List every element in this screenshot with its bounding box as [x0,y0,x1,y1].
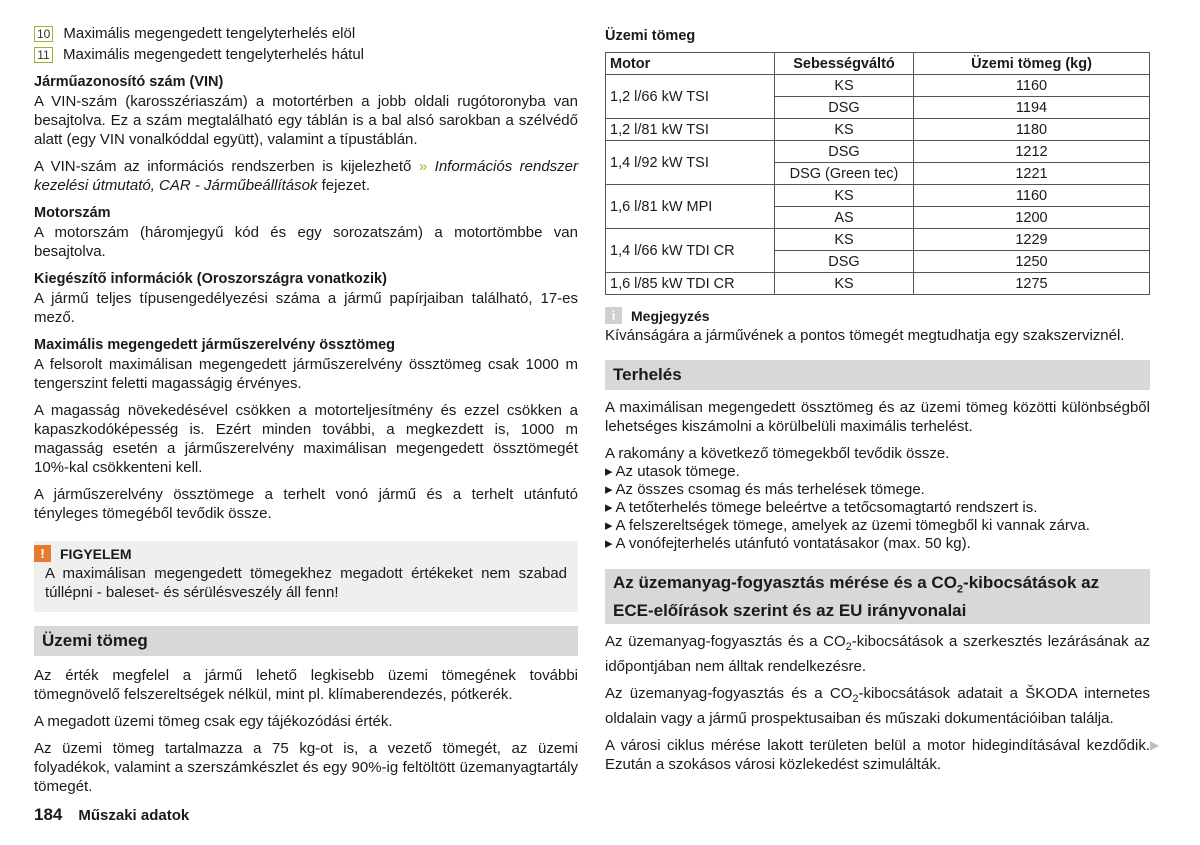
left-column [34,24,578,796]
table-row [606,185,1150,207]
table-cell-motor: 1,6 l/81 kW MPI [606,185,775,229]
extra-info-paragraph: A jármű teljes típusengedélyezési száma a jármű papírjaiban található, 17-es mező. [34,290,578,326]
table-header-row [606,53,1150,75]
table-cell-gearbox: KS [775,229,914,251]
section-heading-load: Terhelés [605,360,1150,390]
legend-item [34,24,578,43]
max-mass-paragraph: A felsorolt maximálisan megengedett járműszerelvény össztömeg csak 1000 m tengerszint feletti magasságig érvényes. [34,356,578,392]
table-cell-mass: 1250 [914,251,1150,273]
table-header-cell: Motor [606,53,775,75]
table-header-cell: Sebességváltó [775,53,914,75]
cross-reference-arrow: » [418,158,428,175]
info-icon: i [605,307,622,324]
note-title: Megjegyzés [631,307,710,324]
legend-text: Maximális megengedett tengelyterhelés hátul [63,46,365,63]
vin-reference-paragraph: A VIN-szám az információs rendszerben is kijelezhető » Információs rendszer kezelési útmutató, CAR - Járműbeállítások fejezet. [34,158,579,194]
fuel-paragraph: Az üzemanyag-fogyasztás és a $CO_2$-kibocsátások adatait a ŠKODA internetes oldalain vagy a jármű prospektusaiban és műszaki dokumentációiban találja. [605,685,1150,728]
table-cell-motor: 1,2 l/66 kW TSI [606,75,775,119]
table-row [606,75,1150,97]
table-row [606,141,1150,163]
operating-mass-paragraph: A megadott üzemi tömeg csak egy tájékozódási érték. [34,713,393,730]
list-item: ▸ Az utasok tömege. [605,463,1150,481]
engine-number-paragraph: A motorszám (háromjegyű kód és egy sorozatszám) a motortömbbe van besajtolva. [34,224,578,260]
table-cell-gearbox: KS [775,119,914,141]
table-cell-gearbox: AS [775,207,914,229]
table-cell-gearbox: DSG (Green tec) [775,163,914,185]
section-heading-fuel-consumption: Az üzemanyag-fogyasztás mérése és a $CO_2$-kibocsátások az ECE-előírások szerint és az EU irányvonalai [605,569,1150,624]
table-body [606,75,1150,295]
table-cell-gearbox: DSG [775,251,914,273]
list-item: ▸ Az összes csomag és más terhelések tömege. [605,481,1150,499]
engine-number-heading: Motorszám [34,205,111,221]
page-number: 184 [34,805,63,824]
table-cell-mass: 1160 [914,185,1150,207]
warning-icon: ! [34,545,51,562]
table-cell-gearbox: KS [775,75,914,97]
note-text: Kívánságára a járművének a pontos tömegét megtudhatja egy szakszerviznél. [605,327,1125,344]
list-item: ▸ A tetőterhelés tömege beleértve a tetőcsomagtartó rendszert is. [605,499,1150,517]
operating-mass-paragraph: Az érték megfelel a jármű lehető legkisebb üzemi tömegének további tömegnövelő felszereltségek nélkül, mint pl. klímaberendezés, pótkerék. [34,667,578,703]
operating-mass-paragraph: Az üzemi tömeg tartalmazza a 75 kg-ot is, a vezető tömegét, az üzemi folyadékok, valamint a szerszámkészlet és egy 90%-ig feltöltött üzemanyagtartály tömegét. [34,740,578,795]
warning-box [34,541,578,612]
legend-text: Maximális megengedett tengelyterhelés elöl [63,25,356,42]
table-cell-mass: 1180 [914,119,1150,141]
legend-number-badge: 11 [34,47,53,63]
max-mass-paragraph: A magasság növekedésével csökken a motorteljesítmény és ezzel csökken a kapaszkodóképesség is. Ezért minden további, a megkezdett is, 1000 m magasság esetén a járműszerelvény maximálisan megengedett össztömegét 10%-kal csökkenteni kell. [34,402,578,476]
table-cell-gearbox: KS [775,273,914,295]
legend-item [34,45,578,64]
table-cell-motor: 1,4 l/92 kW TSI [606,141,775,185]
right-column [605,24,1150,774]
note-header [605,307,1150,324]
operating-mass-table [605,52,1150,295]
page-footer-title: Műszaki adatok [78,807,190,824]
table-row [606,229,1150,251]
continue-arrow-icon: ▶ [1150,738,1160,752]
table-cell-motor: 1,4 l/66 kW TDI CR [606,229,775,273]
cross-reference-link[interactable]: Információs rendszer kezelési útmutató, CAR - Járműbeállítások [34,158,579,194]
table-title: Üzemi tömeg [605,28,696,44]
table-cell-gearbox: KS [775,185,914,207]
list-item: ▸ A vonófejterhelés utánfutó vontatásakor (max. 50 kg). [605,535,1150,553]
list-item: ▸ A felszereltségek tömege, amelyek az üzemi tömegből ki vannak zárva. [605,517,1150,535]
table-cell-mass: 1275 [914,273,1150,295]
table-cell-mass: 1212 [914,141,1150,163]
vin-heading: Járműazonosító szám (VIN) [34,74,224,90]
table-row [606,273,1150,295]
table-header-cell: Üzemi tömeg (kg) [914,53,1150,75]
table-cell-gearbox: DSG [775,141,914,163]
table-cell-mass: 1200 [914,207,1150,229]
vin-paragraph: A VIN-szám (karosszériaszám) a motortérben a jobb oldali rugótoronyba van besajtolva. Ez a szám megtalálható egy táblán is a bal alsó sarokban a szélvédő alatt (egy VIN vonalkóddal együtt), valamint a típustáblán. [34,93,578,148]
max-mass-paragraph: A járműszerelvény össztömege a terhelt vonó jármű és a terhelt utánfutó tényleges tömegéből tevődik össze. [34,486,578,522]
legend-number-badge: 10 [34,26,53,42]
section-heading-operating-mass: Üzemi tömeg [34,626,578,656]
page-footer [34,805,189,825]
warning-header [34,541,578,564]
table-cell-mass: 1194 [914,97,1150,119]
fuel-paragraph: A városi ciklus mérése lakott területen belül a motor hidegindításával kezdődik. Ezután a szokásos városi közlekedést szimulálták. [605,737,1150,774]
table-row [606,119,1150,141]
fuel-paragraph: Az üzemanyag-fogyasztás és a $CO_2$-kibocsátások a szerkesztés lezárásának az időpontjában nem álltak rendelkezésre. [605,633,1150,676]
max-mass-heading: Maximális megengedett járműszerelvény össztömeg [34,337,396,353]
load-paragraph: A maximálisan megengedett össztömeg és az üzemi tömeg közötti különbségből lehetséges kiszámolni a körülbelüli maximális terhelést. [605,399,1150,435]
table-cell-mass: 1160 [914,75,1150,97]
table-cell-motor: 1,6 l/85 kW TDI CR [606,273,775,295]
table-cell-gearbox: DSG [775,97,914,119]
load-list [605,463,1150,553]
load-paragraph: A rakomány a következő tömegekből tevődik össze. [605,445,950,462]
warning-text: A maximálisan megengedett tömegekhez megadott értékeket nem szabad túllépni - baleset- és sérülésveszély áll fenn! [45,565,567,601]
table-cell-motor: 1,2 l/81 kW TSI [606,119,775,141]
warning-title: FIGYELEM [60,545,132,562]
extra-info-heading: Kiegészítő információk (Oroszországra vonatkozik) [34,271,387,287]
table-cell-mass: 1221 [914,163,1150,185]
table-cell-mass: 1229 [914,229,1150,251]
